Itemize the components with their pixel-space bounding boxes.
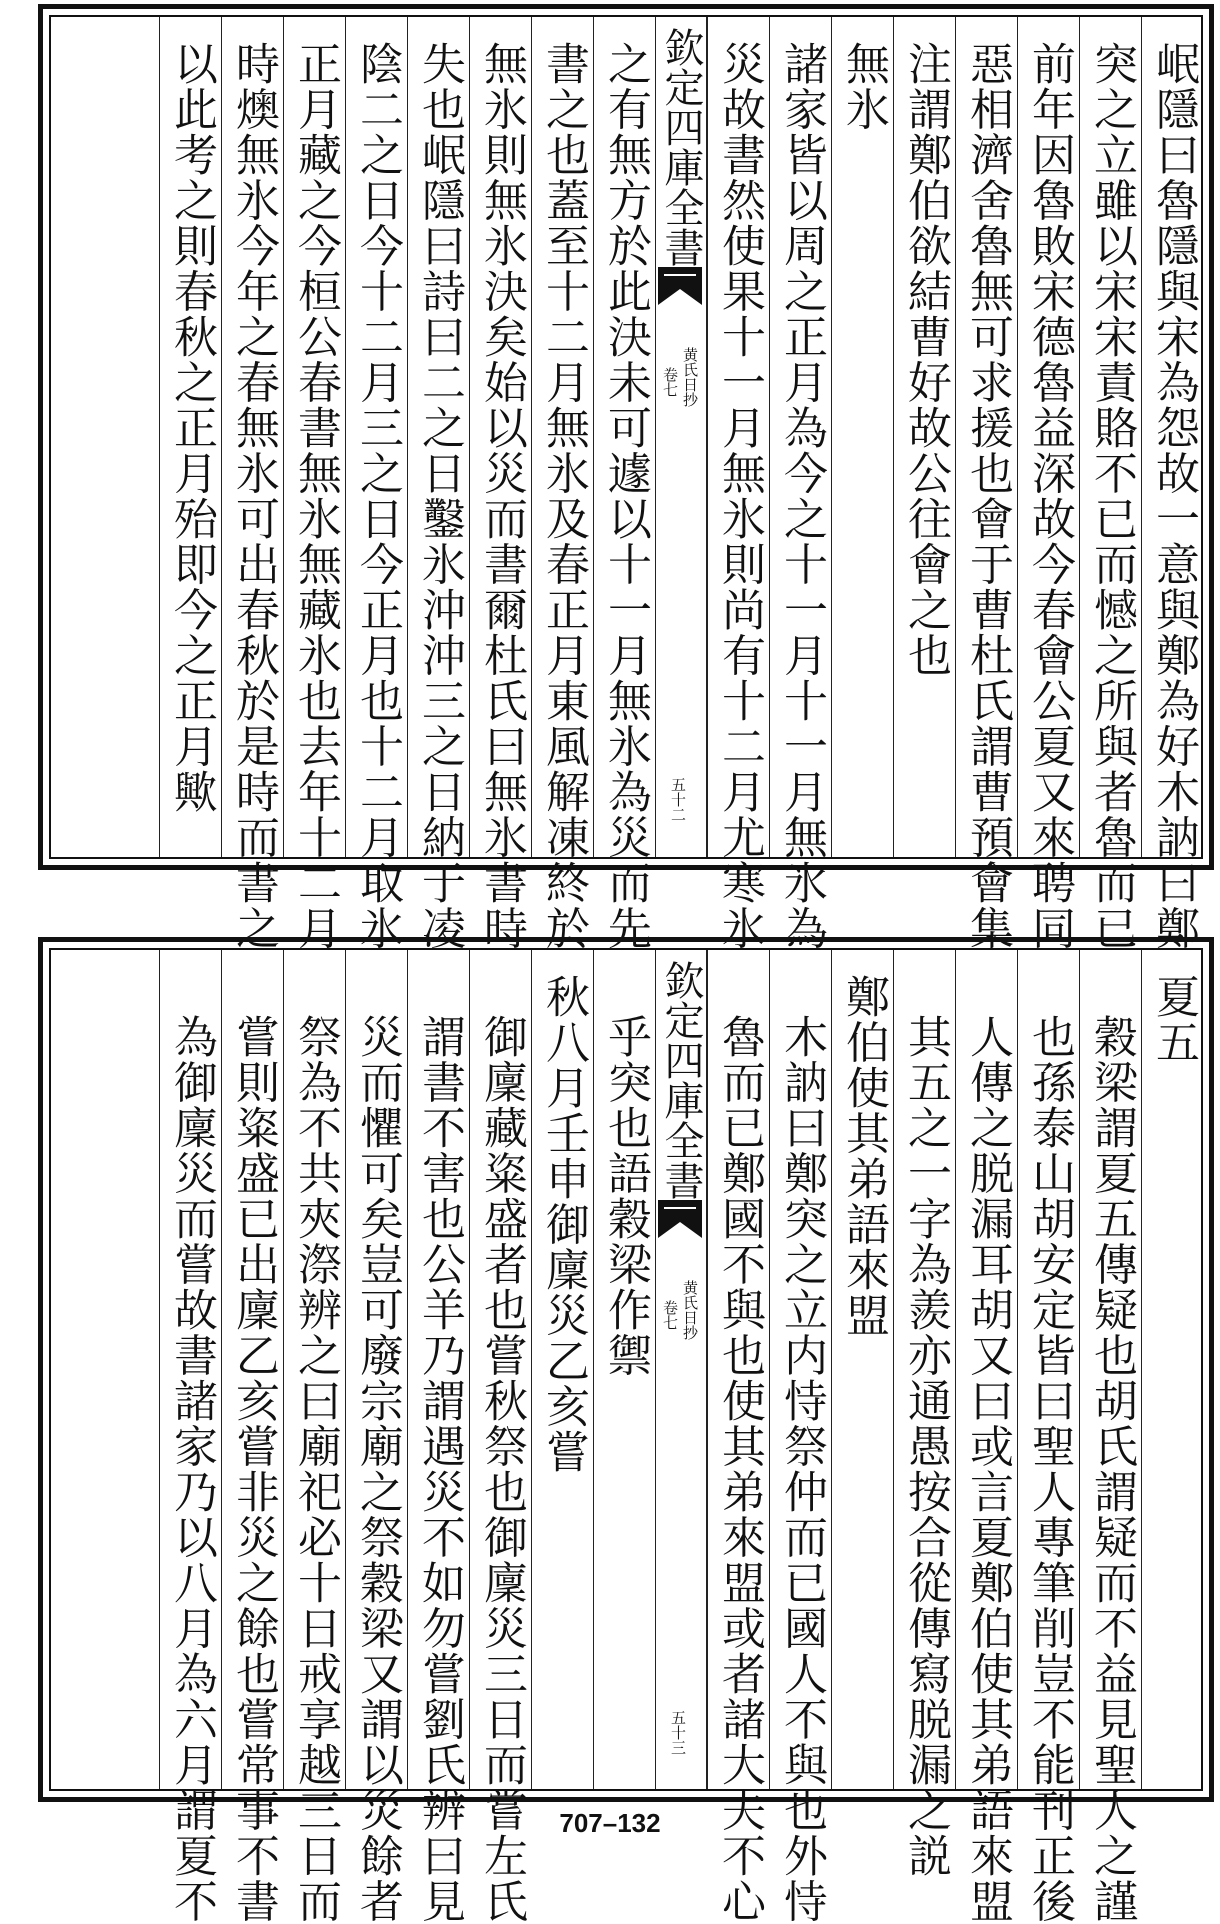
column-text: 時燠無氷今年之春無氷可出春秋於是時而書之 xyxy=(228,41,279,951)
column-text: 御廩藏粢盛者也嘗秋祭也御廩災三日而嘗左氏 xyxy=(476,1014,527,1924)
column-text: 也孫泰山胡安定皆曰聖人專筆削豈不能刊正後 xyxy=(1024,1014,1075,1924)
text-column xyxy=(593,17,655,951)
text-column xyxy=(769,17,831,951)
column-text: 注謂鄭伯欲結曹好故公往會之也 xyxy=(900,41,951,678)
text-column xyxy=(407,17,469,951)
column-text: 突之立雖以宋宋責賂不已而憾之所與者魯而已 xyxy=(1086,41,1137,951)
text-column xyxy=(469,17,531,951)
column-text: 為御廩災而嘗故書諸家乃以八月為六月謂夏不 xyxy=(166,1014,217,1924)
column-text: 災而懼可矣豈可廢宗廟之祭穀梁又謂以災餘者 xyxy=(352,1014,403,1924)
text-column xyxy=(469,950,531,1924)
text-column xyxy=(283,950,345,1924)
column-text: 無氷則無氷決矣始以災而書爾杜氏曰無氷書時 xyxy=(476,41,527,951)
fishtail-mark-icon xyxy=(658,1200,702,1238)
column-text: 岷隱曰魯隱與宋為怨故一意與鄭為好木訥曰鄭 xyxy=(1148,41,1199,951)
volume-label: 卷七 xyxy=(661,1300,679,1330)
text-column xyxy=(955,950,1017,1924)
column-text: 祭為不共夾漈辨之曰廟祀必十日戒享越三日而 xyxy=(290,1014,341,1924)
text-column xyxy=(955,17,1017,951)
upper-book-page xyxy=(38,4,1214,951)
text-column xyxy=(345,950,407,1924)
text-column xyxy=(531,17,593,951)
book-name-label: 黄氏日抄 xyxy=(681,1280,699,1340)
column-text: 以此考之則春秋之正月殆即今之正月歟 xyxy=(166,41,217,815)
section-heading-column xyxy=(831,17,893,857)
text-column xyxy=(283,17,345,951)
column-text: 乎突也語穀梁作禦 xyxy=(600,1014,651,1378)
text-column xyxy=(221,17,283,951)
section-heading: 秋八月壬申御廩災乙亥嘗 xyxy=(538,974,589,1475)
column-text: 陰二之日今十二月三之日今正月也十二月取氷 xyxy=(352,41,403,951)
section-heading: 鄭伯使其弟語來盟 xyxy=(838,974,889,1338)
section-heading-column xyxy=(531,950,593,1789)
section-heading-column xyxy=(831,950,893,1789)
section-heading: 夏五 xyxy=(1148,974,1199,1065)
text-column xyxy=(159,950,221,1924)
upper-page-frame xyxy=(49,15,1203,951)
column-text: 失也岷隱曰詩曰二之日鑿氷沖沖三之日納于凌 xyxy=(414,41,465,951)
fishtail-mark-icon xyxy=(658,267,702,305)
book-name-label: 黄氏日抄 xyxy=(681,347,699,407)
text-column xyxy=(1017,17,1079,951)
column-text: 正月藏之今桓公春書無氷無藏氷也去年十二月 xyxy=(290,41,341,951)
text-column xyxy=(159,17,221,857)
column-text: 書之也蓋至十二月無氷及春正月東風解凍終於 xyxy=(538,41,589,951)
section-heading-column xyxy=(1141,950,1203,1789)
column-text: 前年因魯敗宋德魯益深故今春會公夏又來聘同 xyxy=(1024,41,1075,951)
scan-page-number: 707–132 xyxy=(559,1808,661,1838)
text-column xyxy=(1017,950,1079,1924)
column-text: 之有無方於此決未可遽以十一月無氷為災而先 xyxy=(600,41,651,951)
text-column xyxy=(707,950,769,1924)
book-title: 欽定四庫全書 xyxy=(658,960,704,1200)
column-text: 諸家皆以周之正月為今之十一月十一月無氷為 xyxy=(776,41,827,951)
section-heading: 無氷 xyxy=(838,41,889,132)
text-column xyxy=(593,950,655,1789)
column-text: 穀梁謂夏五傳疑也胡氏謂疑而不益見聖人之謹 xyxy=(1086,1014,1137,1924)
text-column xyxy=(769,950,831,1924)
column-text: 惡相濟舍魯無可求援也會于曹杜氏謂曹預會集 xyxy=(962,41,1013,951)
center-fold xyxy=(655,17,707,857)
column-text: 魯而已鄭國不與也使其弟來盟或者諸大夫不心 xyxy=(714,1014,765,1924)
volume-label: 卷七 xyxy=(661,367,679,397)
column-text: 謂書不害也公羊乃謂遇災不如勿嘗劉氏辨曰見 xyxy=(414,1014,465,1924)
text-column xyxy=(1079,950,1141,1924)
column-text: 災故書然使果十一月無氷則尚有十二月尤寒氷 xyxy=(714,41,765,951)
text-column xyxy=(893,950,955,1879)
text-column xyxy=(707,17,769,951)
page-number: 五十二 xyxy=(669,777,687,822)
column-text: 木訥曰鄭突之立内恃祭仲而已國人不與也外恃 xyxy=(776,1014,827,1924)
center-fold xyxy=(655,950,707,1789)
text-column xyxy=(345,17,407,951)
text-column xyxy=(1141,17,1203,951)
text-column xyxy=(893,17,955,857)
column-text: 其五之一字為羨亦通愚按合從傳寫脱漏之説 xyxy=(900,1014,951,1879)
page-number: 五十三 xyxy=(669,1710,687,1755)
text-column xyxy=(221,950,283,1924)
column-text: 嘗則粢盛已出廩乙亥嘗非災之餘也嘗常事不書 xyxy=(228,1014,279,1924)
text-column xyxy=(407,950,469,1924)
book-title: 欽定四庫全書 xyxy=(658,27,704,267)
column-text: 人傳之脱漏耳胡又曰或言夏鄭伯使其弟語來盟 xyxy=(962,1014,1013,1924)
text-column xyxy=(1079,17,1141,951)
